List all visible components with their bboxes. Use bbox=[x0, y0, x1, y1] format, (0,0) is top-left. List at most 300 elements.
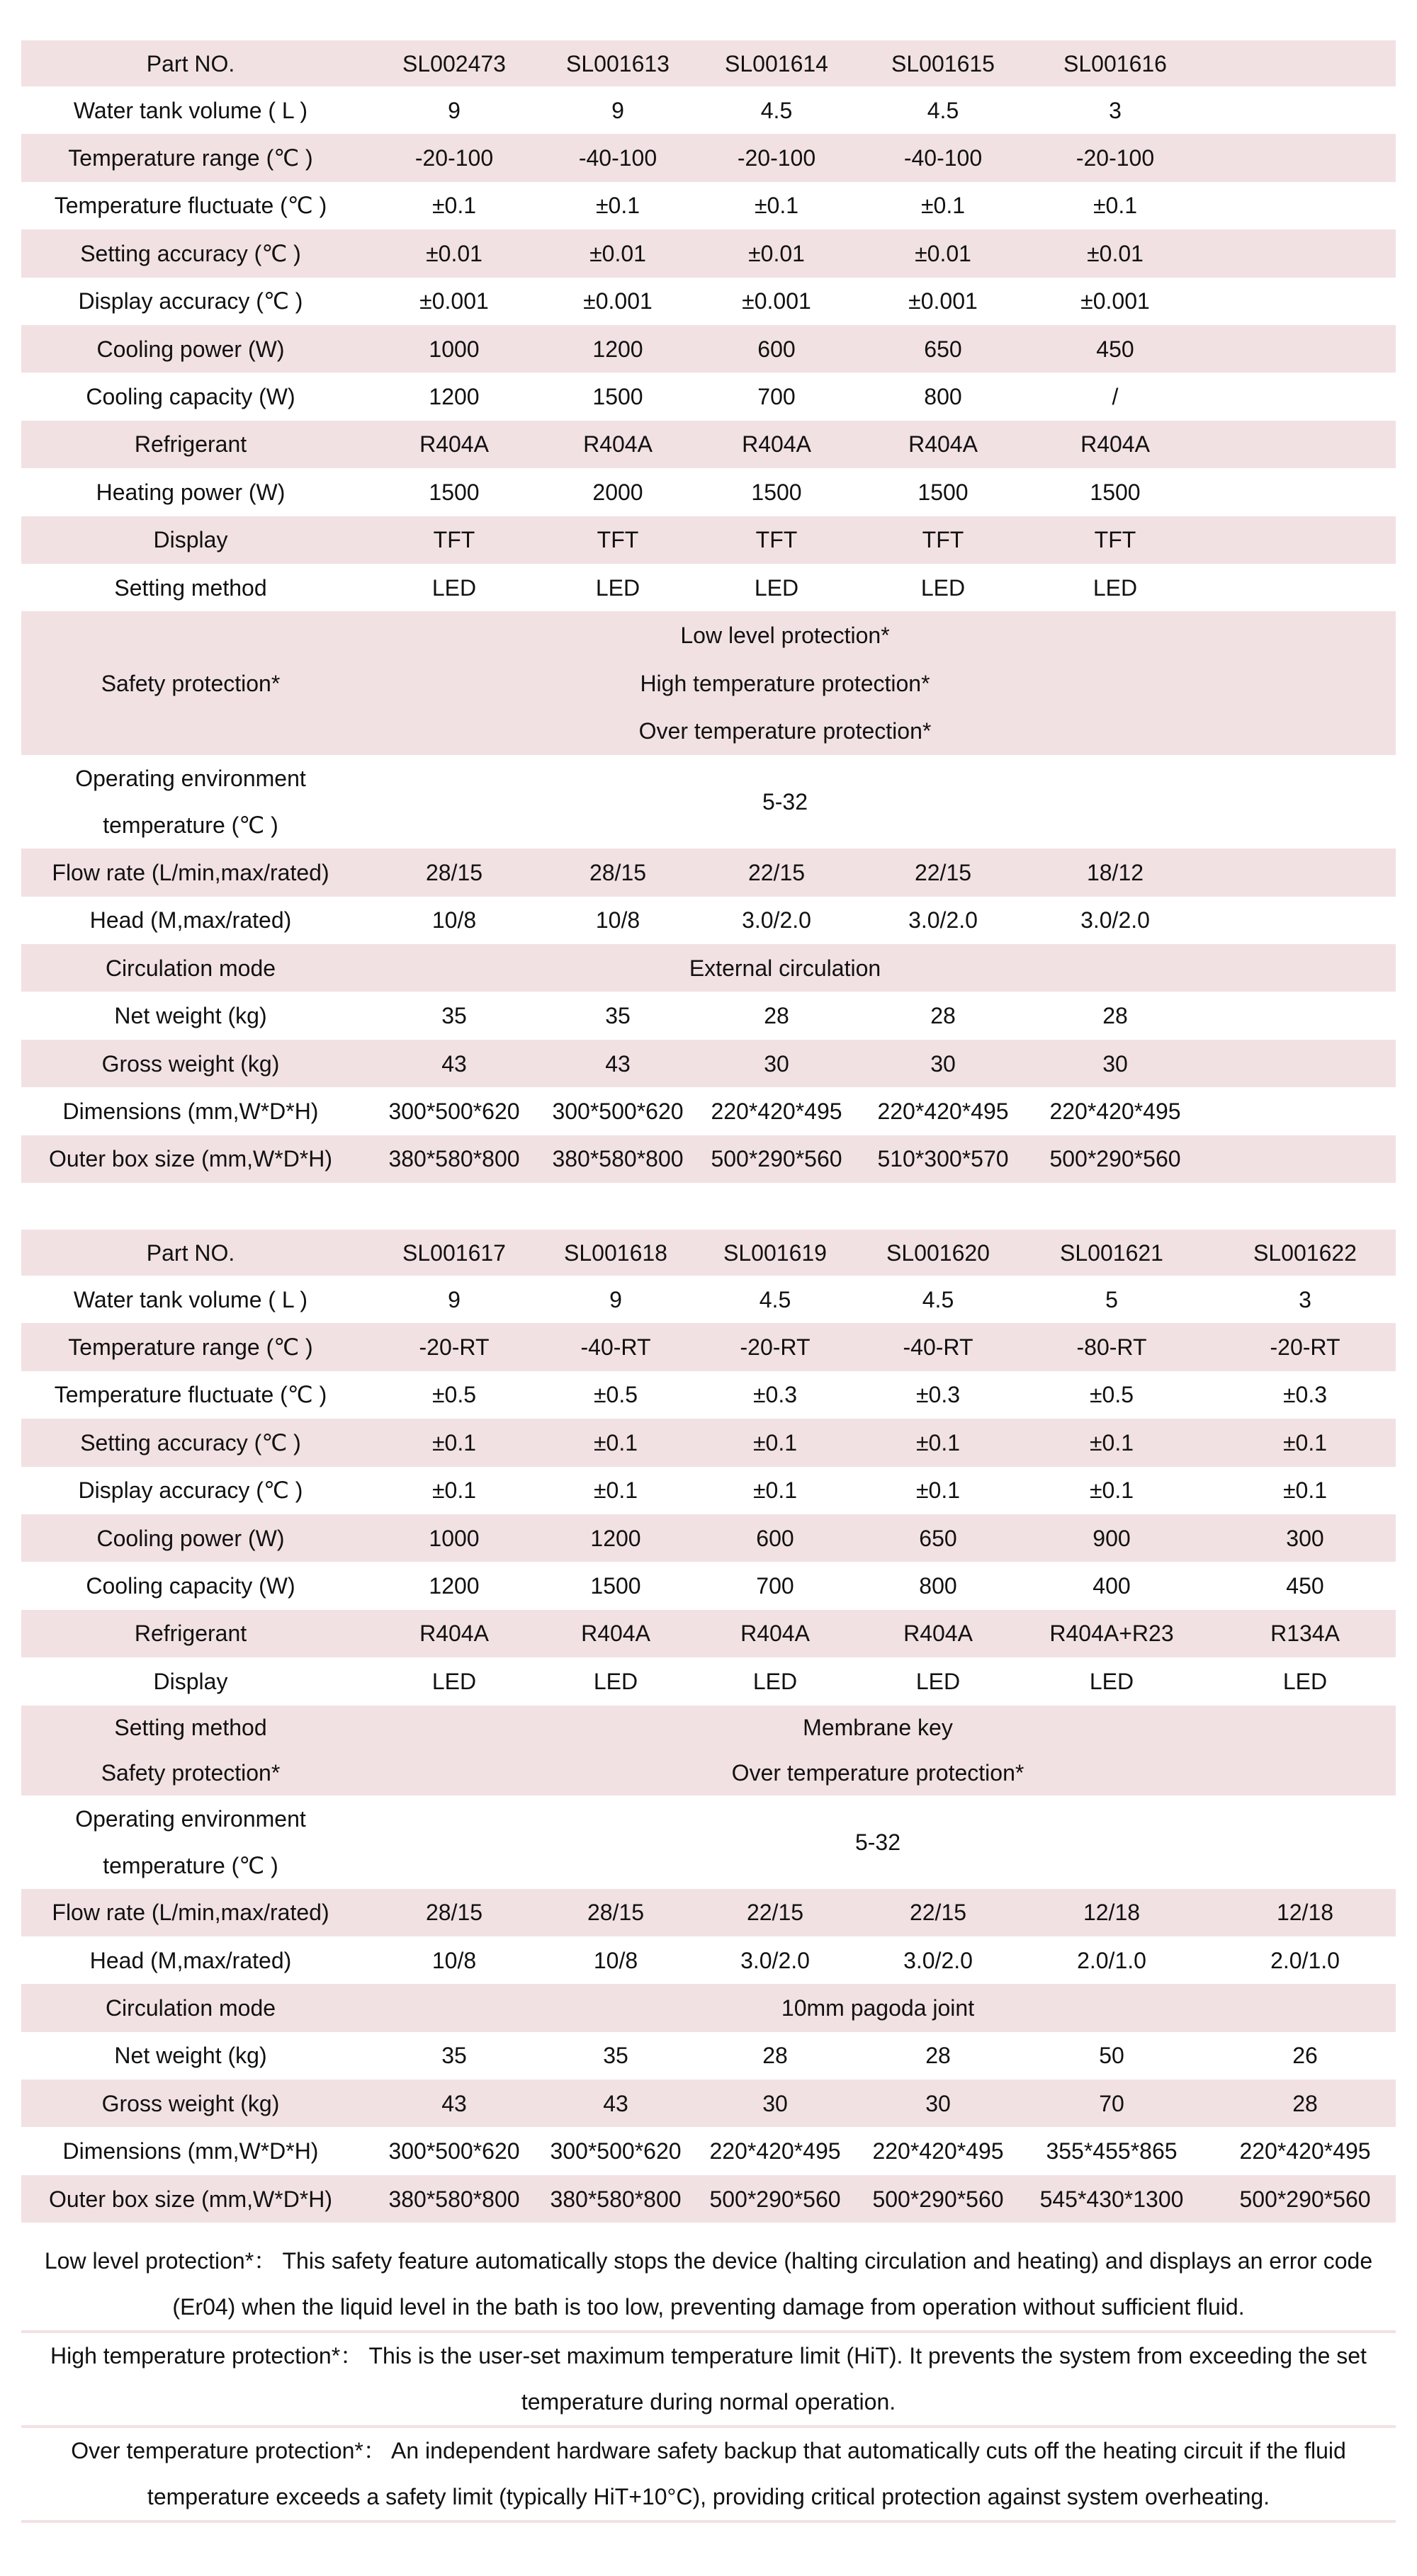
row-label: Gross weight (kg) bbox=[21, 2079, 360, 2127]
value-stack bbox=[360, 1706, 1396, 1795]
row-label-line: Setting method bbox=[114, 1715, 267, 1741]
spec-value: TFT bbox=[687, 516, 866, 564]
row-operating-environment bbox=[21, 1795, 1396, 1889]
spec-value: 1200 bbox=[429, 384, 480, 410]
spec-value: ±0.1 bbox=[360, 1419, 548, 1466]
spec-value: -40-RT bbox=[867, 1323, 1009, 1371]
row-label bbox=[21, 1795, 360, 1889]
note-low-level-protection bbox=[21, 2238, 1396, 2330]
table-row bbox=[21, 1610, 1396, 1657]
spec-value: LED bbox=[920, 574, 966, 601]
spec-value: 28 bbox=[762, 2043, 788, 2069]
spec-value: 2.0/1.0 bbox=[1270, 1947, 1340, 1973]
table-row bbox=[21, 564, 1396, 611]
spec-value: 500*290*560 bbox=[1214, 2175, 1396, 2223]
spec-value: 220*420*495 bbox=[877, 1098, 1009, 1124]
spec-value: External circulation bbox=[360, 944, 1210, 992]
spec-value: 1200 bbox=[429, 1573, 480, 1599]
row-label: Safety protection* bbox=[21, 611, 360, 755]
spec-value: ±0.3 bbox=[915, 1382, 961, 1408]
spec-table-2 bbox=[21, 1230, 1396, 2223]
row-label: Setting accuracy (℃ ) bbox=[21, 1419, 360, 1466]
note-text: This is the user-set maximum temperature limit (HiT). It prevents the system from exceeding the set bbox=[368, 2343, 1367, 2368]
spec-value-line: Membrane key bbox=[803, 1715, 953, 1741]
spec-value: ±0.3 bbox=[752, 1382, 798, 1408]
spec-value: ±0.1 bbox=[595, 193, 640, 219]
row-label: Head (M,max/rated) bbox=[89, 1947, 292, 1973]
table-row bbox=[21, 1419, 1396, 1466]
row-label: Temperature range (℃ ) bbox=[21, 1323, 360, 1371]
spec-value: 220*420*495 bbox=[1239, 2138, 1371, 2164]
label-line: Operating environment bbox=[75, 766, 306, 792]
row-label: Net weight (kg) bbox=[114, 2043, 267, 2069]
spec-value: R404A bbox=[687, 421, 866, 468]
spec-value: ±0.1 bbox=[431, 1477, 477, 1504]
spec-value: 220*420*495 bbox=[711, 1098, 842, 1124]
spec-value: 35 bbox=[603, 2043, 628, 2069]
spec-value: LED bbox=[915, 1668, 961, 1694]
spec-value: ±0.5 bbox=[431, 1382, 477, 1408]
spec-value: R404A+R23 bbox=[1009, 1610, 1214, 1657]
spec-value: ±0.1 bbox=[867, 1419, 1009, 1466]
spec-value: 450 bbox=[1020, 325, 1210, 373]
spec-value: 12/18 bbox=[1214, 1889, 1396, 1936]
spec-value: ±0.001 bbox=[742, 288, 811, 314]
safety-item: Low level protection* bbox=[680, 623, 890, 649]
label-line: temperature (℃ ) bbox=[103, 812, 278, 839]
table-row bbox=[21, 134, 1396, 181]
spec-value: ±0.1 bbox=[754, 193, 799, 219]
empty-cell bbox=[1210, 278, 1396, 325]
table-row bbox=[21, 1657, 1396, 1705]
spec-value: 28/15 bbox=[548, 849, 687, 896]
row-label: Dimensions (mm,W*D*H) bbox=[62, 1098, 319, 1124]
row-label: Part NO. bbox=[21, 40, 360, 86]
table-row bbox=[21, 325, 1396, 373]
row-label: Water tank volume ( L ) bbox=[73, 97, 308, 123]
spec-value: ±0.01 bbox=[548, 229, 687, 277]
spec-value: ±0.001 bbox=[908, 288, 978, 314]
spec-value: 600 bbox=[687, 325, 866, 373]
empty-cell bbox=[1210, 1040, 1396, 1087]
spec-value: TFT bbox=[866, 516, 1020, 564]
spec-value: 3.0/2.0 bbox=[1080, 907, 1150, 934]
spec-value: 10/8 bbox=[431, 1947, 477, 1973]
spec-value: R404A bbox=[360, 421, 548, 468]
spec-value: 9 bbox=[609, 1286, 622, 1312]
spec-value: R404A bbox=[683, 1610, 867, 1657]
table-row bbox=[21, 1514, 1396, 1562]
row-label: Display accuracy (℃ ) bbox=[78, 288, 303, 314]
spec-value: 650 bbox=[867, 1514, 1009, 1562]
spec-value: LED bbox=[754, 574, 799, 601]
empty-cell bbox=[1210, 134, 1396, 181]
spec-value: 3 bbox=[1299, 1286, 1311, 1312]
spec-value: ±0.1 bbox=[752, 1477, 798, 1504]
spec-value: 30 bbox=[1020, 1040, 1210, 1087]
spec-value: 2.0/1.0 bbox=[1077, 1947, 1146, 1973]
spec-value: 1500 bbox=[590, 1573, 641, 1599]
empty-cell bbox=[1210, 325, 1396, 373]
spec-value: LED bbox=[1282, 1668, 1328, 1694]
safety-item: Over temperature protection* bbox=[638, 718, 932, 744]
note-text: This safety feature automatically stops the device (halting circulation and heating) and displays an error code bbox=[282, 2248, 1373, 2274]
part-number: SL001614 bbox=[687, 40, 866, 86]
note-line: (Er04) when the liquid level in the bath is too low, preventing damage from operation without sufficient fluid. bbox=[172, 2294, 1245, 2320]
spec-value: 700 bbox=[757, 384, 796, 410]
spec-value: ±0.1 bbox=[1089, 1477, 1134, 1504]
spec-value: 5-32 bbox=[762, 789, 808, 815]
row-label: Circulation mode bbox=[21, 944, 360, 992]
spec-value: 10/8 bbox=[431, 907, 477, 934]
spec-value: 4.5 bbox=[922, 1286, 954, 1312]
table-row bbox=[21, 1467, 1396, 1514]
spec-value: 28/15 bbox=[360, 849, 548, 896]
label-line: temperature (℃ ) bbox=[103, 1852, 278, 1878]
row-label: Temperature range (℃ ) bbox=[21, 134, 360, 181]
spec-value: 300*500*620 bbox=[388, 1098, 520, 1124]
spec-value: ±0.5 bbox=[1089, 1382, 1134, 1408]
spec-value: 28 bbox=[1102, 1003, 1128, 1029]
spec-value: 10mm pagoda joint bbox=[360, 1984, 1396, 2031]
table-row bbox=[21, 992, 1396, 1039]
part-number: SL001618 bbox=[548, 1230, 683, 1276]
spec-value: 43 bbox=[548, 1040, 687, 1087]
spec-value bbox=[360, 1706, 1396, 1795]
spec-value: R404A bbox=[548, 421, 687, 468]
table-row bbox=[21, 278, 1396, 325]
table-row bbox=[21, 373, 1396, 420]
spec-value: 70 bbox=[1009, 2079, 1214, 2127]
spec-value: R404A bbox=[866, 421, 1020, 468]
spec-value: LED bbox=[593, 1668, 638, 1694]
empty-cell bbox=[1210, 611, 1396, 755]
spec-value: R404A bbox=[360, 1610, 548, 1657]
row-label-line: Safety protection* bbox=[101, 1759, 281, 1786]
spec-value-line: Over temperature protection* bbox=[731, 1759, 1024, 1786]
spec-value: 3 bbox=[1109, 97, 1122, 123]
spec-value: ±0.001 bbox=[1080, 288, 1150, 314]
table-row bbox=[21, 516, 1396, 564]
spec-value: 5 bbox=[1105, 1286, 1118, 1312]
spec-value: 30 bbox=[683, 2079, 867, 2127]
spec-value: 28/15 bbox=[548, 1889, 683, 1936]
spec-value: R134A bbox=[1214, 1610, 1396, 1657]
spec-value: 35 bbox=[605, 1003, 631, 1029]
spec-value: 28 bbox=[930, 1003, 956, 1029]
row-label: Cooling power (W) bbox=[21, 1514, 360, 1562]
table-row bbox=[21, 2127, 1396, 2174]
empty-cell bbox=[1210, 516, 1396, 564]
row-label: Refrigerant bbox=[21, 421, 360, 468]
spec-value: 22/15 bbox=[867, 1889, 1009, 1936]
spec-value: ±0.1 bbox=[683, 1419, 867, 1466]
spec-value: -40-100 bbox=[548, 134, 687, 181]
table-row bbox=[21, 1889, 1396, 1936]
empty-cell bbox=[1210, 755, 1396, 849]
spec-value: 28 bbox=[764, 1003, 789, 1029]
table-row bbox=[21, 86, 1396, 134]
spec-value: ±0.001 bbox=[583, 288, 653, 314]
spec-value: 1200 bbox=[548, 1514, 683, 1562]
row-label: Flow rate (L/min,max/rated) bbox=[21, 1889, 360, 1936]
row-label: Water tank volume ( L ) bbox=[73, 1286, 308, 1312]
spec-value: ±0.1 bbox=[431, 193, 477, 219]
note-line: temperature during normal operation. bbox=[521, 2389, 896, 2415]
row-label: Outer box size (mm,W*D*H) bbox=[21, 2175, 360, 2223]
spec-value: R404A bbox=[1020, 421, 1210, 468]
row-label: Setting method bbox=[114, 574, 267, 601]
row-label: Head (M,max/rated) bbox=[89, 907, 292, 934]
spec-value: 50 bbox=[1099, 2043, 1124, 2069]
spec-value: 2000 bbox=[592, 479, 643, 505]
table-row bbox=[21, 897, 1396, 944]
spec-value: 1000 bbox=[360, 325, 548, 373]
empty-cell bbox=[1210, 182, 1396, 229]
spec-value: ±0.1 bbox=[1093, 193, 1138, 219]
spec-value: -40-RT bbox=[548, 1323, 683, 1371]
spec-value: -20-RT bbox=[683, 1323, 867, 1371]
row-setting-and-safety bbox=[21, 1706, 1396, 1795]
spec-value: 1000 bbox=[360, 1514, 548, 1562]
spec-value: 500*290*560 bbox=[1020, 1135, 1210, 1183]
spec-value: -20-RT bbox=[1214, 1323, 1396, 1371]
spec-value: ±0.01 bbox=[360, 229, 548, 277]
spec-value: 28 bbox=[925, 2043, 951, 2069]
spec-value: 700 bbox=[756, 1573, 794, 1599]
spec-value: 510*300*570 bbox=[866, 1135, 1020, 1183]
spec-value: 18/12 bbox=[1020, 849, 1210, 896]
spec-table-1-body bbox=[21, 40, 1396, 1183]
table-row bbox=[21, 421, 1396, 468]
row-operating-environment bbox=[21, 755, 1396, 849]
header-row bbox=[21, 40, 1396, 86]
spec-value: 400 bbox=[1093, 1573, 1131, 1599]
row-label: Dimensions (mm,W*D*H) bbox=[62, 2138, 319, 2164]
spec-value: 300 bbox=[1214, 1514, 1396, 1562]
spec-value: 800 bbox=[924, 384, 962, 410]
table-row bbox=[21, 229, 1396, 277]
note-line bbox=[21, 2333, 1396, 2379]
spec-value: LED bbox=[595, 574, 640, 601]
spec-value: ±0.3 bbox=[1282, 1382, 1328, 1408]
table-row bbox=[21, 1040, 1396, 1087]
row-label: Cooling capacity (W) bbox=[86, 384, 295, 410]
table-row bbox=[21, 1371, 1396, 1419]
spec-value: ±0.1 bbox=[593, 1477, 638, 1504]
part-number: SL002473 bbox=[360, 40, 548, 86]
spec-value: 9 bbox=[611, 97, 624, 123]
table-row bbox=[21, 2175, 1396, 2223]
spec-value: 43 bbox=[360, 1040, 548, 1087]
spec-value: 450 bbox=[1286, 1573, 1324, 1599]
part-number: SL001617 bbox=[360, 1230, 548, 1276]
empty-cell bbox=[1210, 1087, 1396, 1135]
spec-value: 9 bbox=[448, 1286, 461, 1312]
spec-value: LED bbox=[431, 1668, 477, 1694]
note-title: Low level protection*： bbox=[44, 2248, 277, 2274]
spec-value: 26 bbox=[1292, 2043, 1318, 2069]
row-label bbox=[21, 1706, 360, 1795]
spec-value: TFT bbox=[1020, 516, 1210, 564]
spec-value: 22/15 bbox=[683, 1889, 867, 1936]
row-circulation-mode bbox=[21, 944, 1396, 992]
part-number: SL001615 bbox=[866, 40, 1020, 86]
spec-value: ±0.5 bbox=[593, 1382, 638, 1408]
part-number: SL001619 bbox=[683, 1230, 867, 1276]
label-stack bbox=[21, 1706, 360, 1795]
spec-value: 3.0/2.0 bbox=[742, 907, 811, 934]
spec-value: -20-100 bbox=[687, 134, 866, 181]
empty-cell bbox=[1210, 849, 1396, 896]
empty-cell bbox=[1210, 897, 1396, 944]
row-label bbox=[21, 755, 360, 849]
spec-value: 10/8 bbox=[593, 1947, 638, 1973]
spec-table-1 bbox=[21, 40, 1396, 1183]
spec-value: 380*580*800 bbox=[548, 1135, 687, 1183]
spec-value: 3.0/2.0 bbox=[903, 1947, 973, 1973]
spec-value: ±0.1 bbox=[920, 193, 966, 219]
empty-cell bbox=[1210, 1135, 1396, 1183]
spec-value: 650 bbox=[866, 325, 1020, 373]
empty-cell bbox=[1210, 229, 1396, 277]
spec-value: ±0.1 bbox=[548, 1419, 683, 1466]
spec-value: 220*420*495 bbox=[1049, 1098, 1181, 1124]
part-number: SL001620 bbox=[867, 1230, 1009, 1276]
spec-value: LED bbox=[752, 1668, 798, 1694]
spec-value: 380*580*800 bbox=[360, 2175, 548, 2223]
note-line bbox=[21, 2428, 1396, 2474]
spec-value: ±0.01 bbox=[1020, 229, 1210, 277]
spec-value: 800 bbox=[919, 1573, 957, 1599]
spec-value: 1500 bbox=[1090, 479, 1141, 505]
spec-value: 43 bbox=[360, 2079, 548, 2127]
spec-value: 600 bbox=[683, 1514, 867, 1562]
spec-value: 30 bbox=[866, 1040, 1020, 1087]
spec-value: 300*500*620 bbox=[550, 2138, 682, 2164]
empty-cell bbox=[1210, 468, 1396, 516]
row-label: Display accuracy (℃ ) bbox=[78, 1477, 303, 1504]
spec-value: -20-RT bbox=[360, 1323, 548, 1371]
row-label: Temperature fluctuate (℃ ) bbox=[54, 193, 327, 219]
spec-value: 500*290*560 bbox=[687, 1135, 866, 1183]
spec-value: 220*420*495 bbox=[709, 2138, 841, 2164]
spec-value: -80-RT bbox=[1009, 1323, 1214, 1371]
spec-value: 380*580*800 bbox=[360, 1135, 548, 1183]
spec-value: 4.5 bbox=[759, 1286, 791, 1312]
row-safety-protection bbox=[21, 611, 1396, 755]
table-row bbox=[21, 1135, 1396, 1183]
row-label: Gross weight (kg) bbox=[21, 1040, 360, 1087]
note-over-temperature-protection bbox=[21, 2428, 1396, 2520]
table-row bbox=[21, 849, 1396, 896]
table-row bbox=[21, 1562, 1396, 1609]
table-row bbox=[21, 1323, 1396, 1371]
table-row bbox=[21, 182, 1396, 229]
table-row bbox=[21, 2032, 1396, 2079]
spec-value: 1200 bbox=[548, 325, 687, 373]
footnotes bbox=[21, 2238, 1396, 2523]
table-row bbox=[21, 468, 1396, 516]
note-line bbox=[21, 2238, 1396, 2284]
empty-cell bbox=[1210, 992, 1396, 1039]
empty-cell bbox=[1210, 944, 1396, 992]
spec-value: ±0.1 bbox=[1009, 1419, 1214, 1466]
spec-value: ±0.001 bbox=[419, 288, 489, 314]
spec-value: 300*500*620 bbox=[388, 2138, 520, 2164]
note-text: An independent hardware safety backup that automatically cuts off the heating circuit if the fluid bbox=[391, 2438, 1346, 2463]
row-label: Display bbox=[153, 1668, 228, 1694]
spec-value: 9 bbox=[448, 97, 461, 123]
row-label: Flow rate (L/min,max/rated) bbox=[21, 849, 360, 896]
spec-value: / bbox=[1112, 384, 1119, 410]
part-number: SL001616 bbox=[1020, 40, 1210, 86]
row-label: Cooling power (W) bbox=[21, 325, 360, 373]
spec-value: 22/15 bbox=[866, 849, 1020, 896]
spec-value: 28/15 bbox=[360, 1889, 548, 1936]
spec-value: 4.5 bbox=[760, 97, 793, 123]
spec-value: 10/8 bbox=[595, 907, 640, 934]
empty-cell bbox=[1210, 564, 1396, 611]
row-label: Cooling capacity (W) bbox=[86, 1573, 295, 1599]
spec-value: ±0.1 bbox=[1214, 1419, 1396, 1466]
spec-value: 500*290*560 bbox=[683, 2175, 867, 2223]
row-label: Setting accuracy (℃ ) bbox=[21, 229, 360, 277]
spec-value: LED bbox=[1089, 1668, 1134, 1694]
spec-value: 1500 bbox=[751, 479, 802, 505]
table-row bbox=[21, 1276, 1396, 1323]
part-number: SL001613 bbox=[548, 40, 687, 86]
spec-value: 3.0/2.0 bbox=[908, 907, 978, 934]
row-label: Net weight (kg) bbox=[114, 1003, 267, 1029]
spec-value: 30 bbox=[687, 1040, 866, 1087]
spec-value: TFT bbox=[360, 516, 548, 564]
row-label: Display bbox=[21, 516, 360, 564]
spec-value: R404A bbox=[867, 1610, 1009, 1657]
safety-list bbox=[360, 611, 1210, 755]
spec-value: 5-32 bbox=[854, 1829, 901, 1855]
note-line: temperature exceeds a safety limit (typically HiT+10°C), providing critical protection against system overheating. bbox=[147, 2484, 1270, 2509]
divider bbox=[21, 2520, 1396, 2523]
spec-value: 300*500*620 bbox=[552, 1098, 684, 1124]
spec-value: 220*420*495 bbox=[872, 2138, 1004, 2164]
spec-value: 1500 bbox=[429, 479, 480, 505]
part-number: SL001621 bbox=[1009, 1230, 1214, 1276]
spec-value: 43 bbox=[548, 2079, 683, 2127]
row-label: Temperature fluctuate (℃ ) bbox=[54, 1382, 327, 1408]
spec-value bbox=[360, 611, 1210, 755]
spec-value: 3.0/2.0 bbox=[740, 1947, 810, 1973]
spec-value: 35 bbox=[441, 1003, 467, 1029]
spec-value: LED bbox=[1093, 574, 1138, 601]
row-label: Circulation mode bbox=[21, 1984, 360, 2031]
spec-value: -20-100 bbox=[1020, 134, 1210, 181]
spec-value: R404A bbox=[548, 1610, 683, 1657]
spec-value: 30 bbox=[867, 2079, 1009, 2127]
spec-value: 1500 bbox=[592, 384, 643, 410]
spec-value: 355*455*865 bbox=[1046, 2138, 1178, 2164]
spec-table-2-body bbox=[21, 1230, 1396, 2223]
spec-value: 28 bbox=[1214, 2079, 1396, 2127]
spec-value: 900 bbox=[1009, 1514, 1214, 1562]
spec-value: 545*430*1300 bbox=[1009, 2175, 1214, 2223]
empty-cell bbox=[1210, 373, 1396, 420]
spec-value: ±0.1 bbox=[1282, 1477, 1328, 1504]
empty-cell bbox=[1210, 421, 1396, 468]
spec-value: -20-100 bbox=[360, 134, 548, 181]
table-row bbox=[21, 2079, 1396, 2127]
spec-value: LED bbox=[431, 574, 477, 601]
